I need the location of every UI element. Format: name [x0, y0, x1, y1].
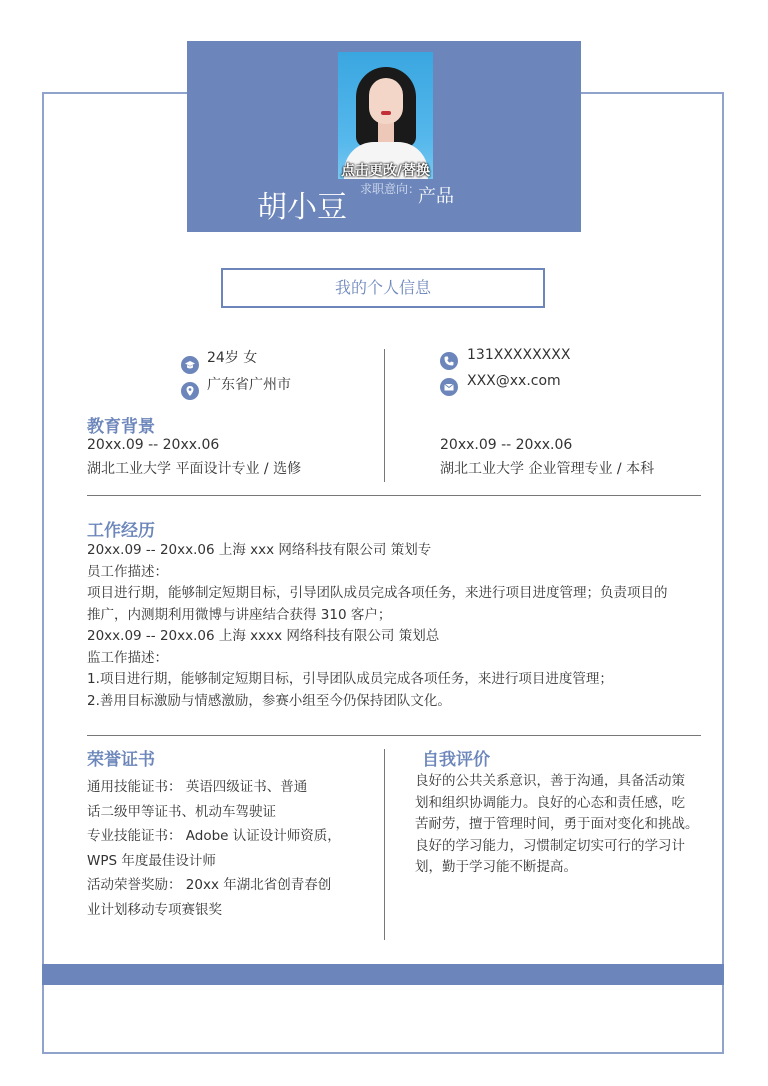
work-experience-text: [87, 540, 668, 712]
self-eval-line: 苦耐劳，擅于管理时间，勇于面对变化和挑战。: [415, 816, 699, 832]
self-eval-line: 良好的公共关系意识，善于沟通，具备活动策: [415, 773, 685, 789]
honors-line: 活动荣誉奖励： 20xx 年湖北省创青春创: [87, 877, 332, 893]
job-intent-label: 求职意向：: [360, 182, 421, 196]
self-eval-line: 划和组织协调能力。良好的心态和责任感，吃: [415, 794, 685, 811]
location: 广东省广州市: [207, 377, 291, 393]
honors-title: 荣誉证书: [87, 750, 155, 770]
self-eval-title: 自我评价: [422, 750, 490, 770]
work-line: 2.善用目标激励与情感激励，参赛小组至今仍保持团队文化。: [87, 692, 451, 709]
candidate-name: 胡小豆: [257, 190, 347, 225]
honors-text: [87, 775, 341, 922]
education-title: 教育背景: [87, 417, 155, 437]
education-right-period: 20xx.09 -- 20xx.06: [440, 437, 573, 453]
education-right-detail: 湖北工业大学 企业管理专业 / 本科: [440, 461, 655, 477]
honors-line: 通用技能证书： 英语四级证书、普通: [87, 779, 308, 795]
section-divider: [87, 735, 701, 736]
work-line: 项目进行期，能够制定短期目标，引导团队成员完成各项任务，来进行项目进度管理；负责项目的: [87, 585, 668, 601]
email-address[interactable]: XXX@xx.com: [467, 373, 561, 389]
self-eval-text: [415, 771, 699, 879]
work-line: 20xx.09 -- 20xx.06 上海 xxxx 网络科技有限公司 策划总: [87, 628, 440, 644]
honors-line: 专业技能证书： Adobe 认证设计师资质，: [87, 828, 341, 844]
work-line: 推广，内测期利用微博与讲座结合获得 310 客户；: [87, 606, 392, 623]
photo-change-caption[interactable]: 点击更改/替换: [340, 163, 431, 179]
honors-line: 话二级甲等证书、机动车驾驶证: [87, 803, 276, 820]
work-line: 监工作描述：: [87, 649, 168, 666]
job-intent-value: 产品: [418, 186, 454, 207]
work-title: 工作经历: [87, 521, 155, 541]
education-left-period: 20xx.09 -- 20xx.06: [87, 437, 220, 453]
bottom-divider: [384, 749, 385, 940]
mail-icon: [440, 378, 458, 396]
footer-bar: [42, 964, 724, 985]
honors-line: 业计划移动专项赛银奖: [87, 901, 222, 918]
self-eval-line: 良好的学习能力，习惯制定切实可行的学习计: [415, 837, 685, 854]
work-line: 员工作描述：: [87, 563, 168, 580]
age-gender: 24岁 女: [207, 350, 258, 366]
section-divider: [87, 495, 701, 496]
location-pin-icon: [181, 382, 199, 400]
phone-icon: [440, 352, 458, 370]
work-line: 1.项目进行期，能够制定短期目标，引导团队成员完成各项任务，来进行项目进度管理；: [87, 671, 613, 687]
phone-number[interactable]: 131XXXXXXXX: [467, 347, 571, 363]
work-line: 20xx.09 -- 20xx.06 上海 xxx 网络科技有限公司 策划专: [87, 542, 432, 558]
self-eval-line: 划，勤于学习能不断提高。: [415, 859, 577, 875]
graduation-cap-icon: [181, 356, 199, 374]
honors-line: WPS 年度最佳设计师: [87, 852, 216, 869]
education-left-detail: 湖北工业大学 平面设计专业 / 选修: [87, 461, 302, 477]
personal-info-title: 我的个人信息: [221, 268, 545, 308]
info-divider: [384, 349, 385, 482]
